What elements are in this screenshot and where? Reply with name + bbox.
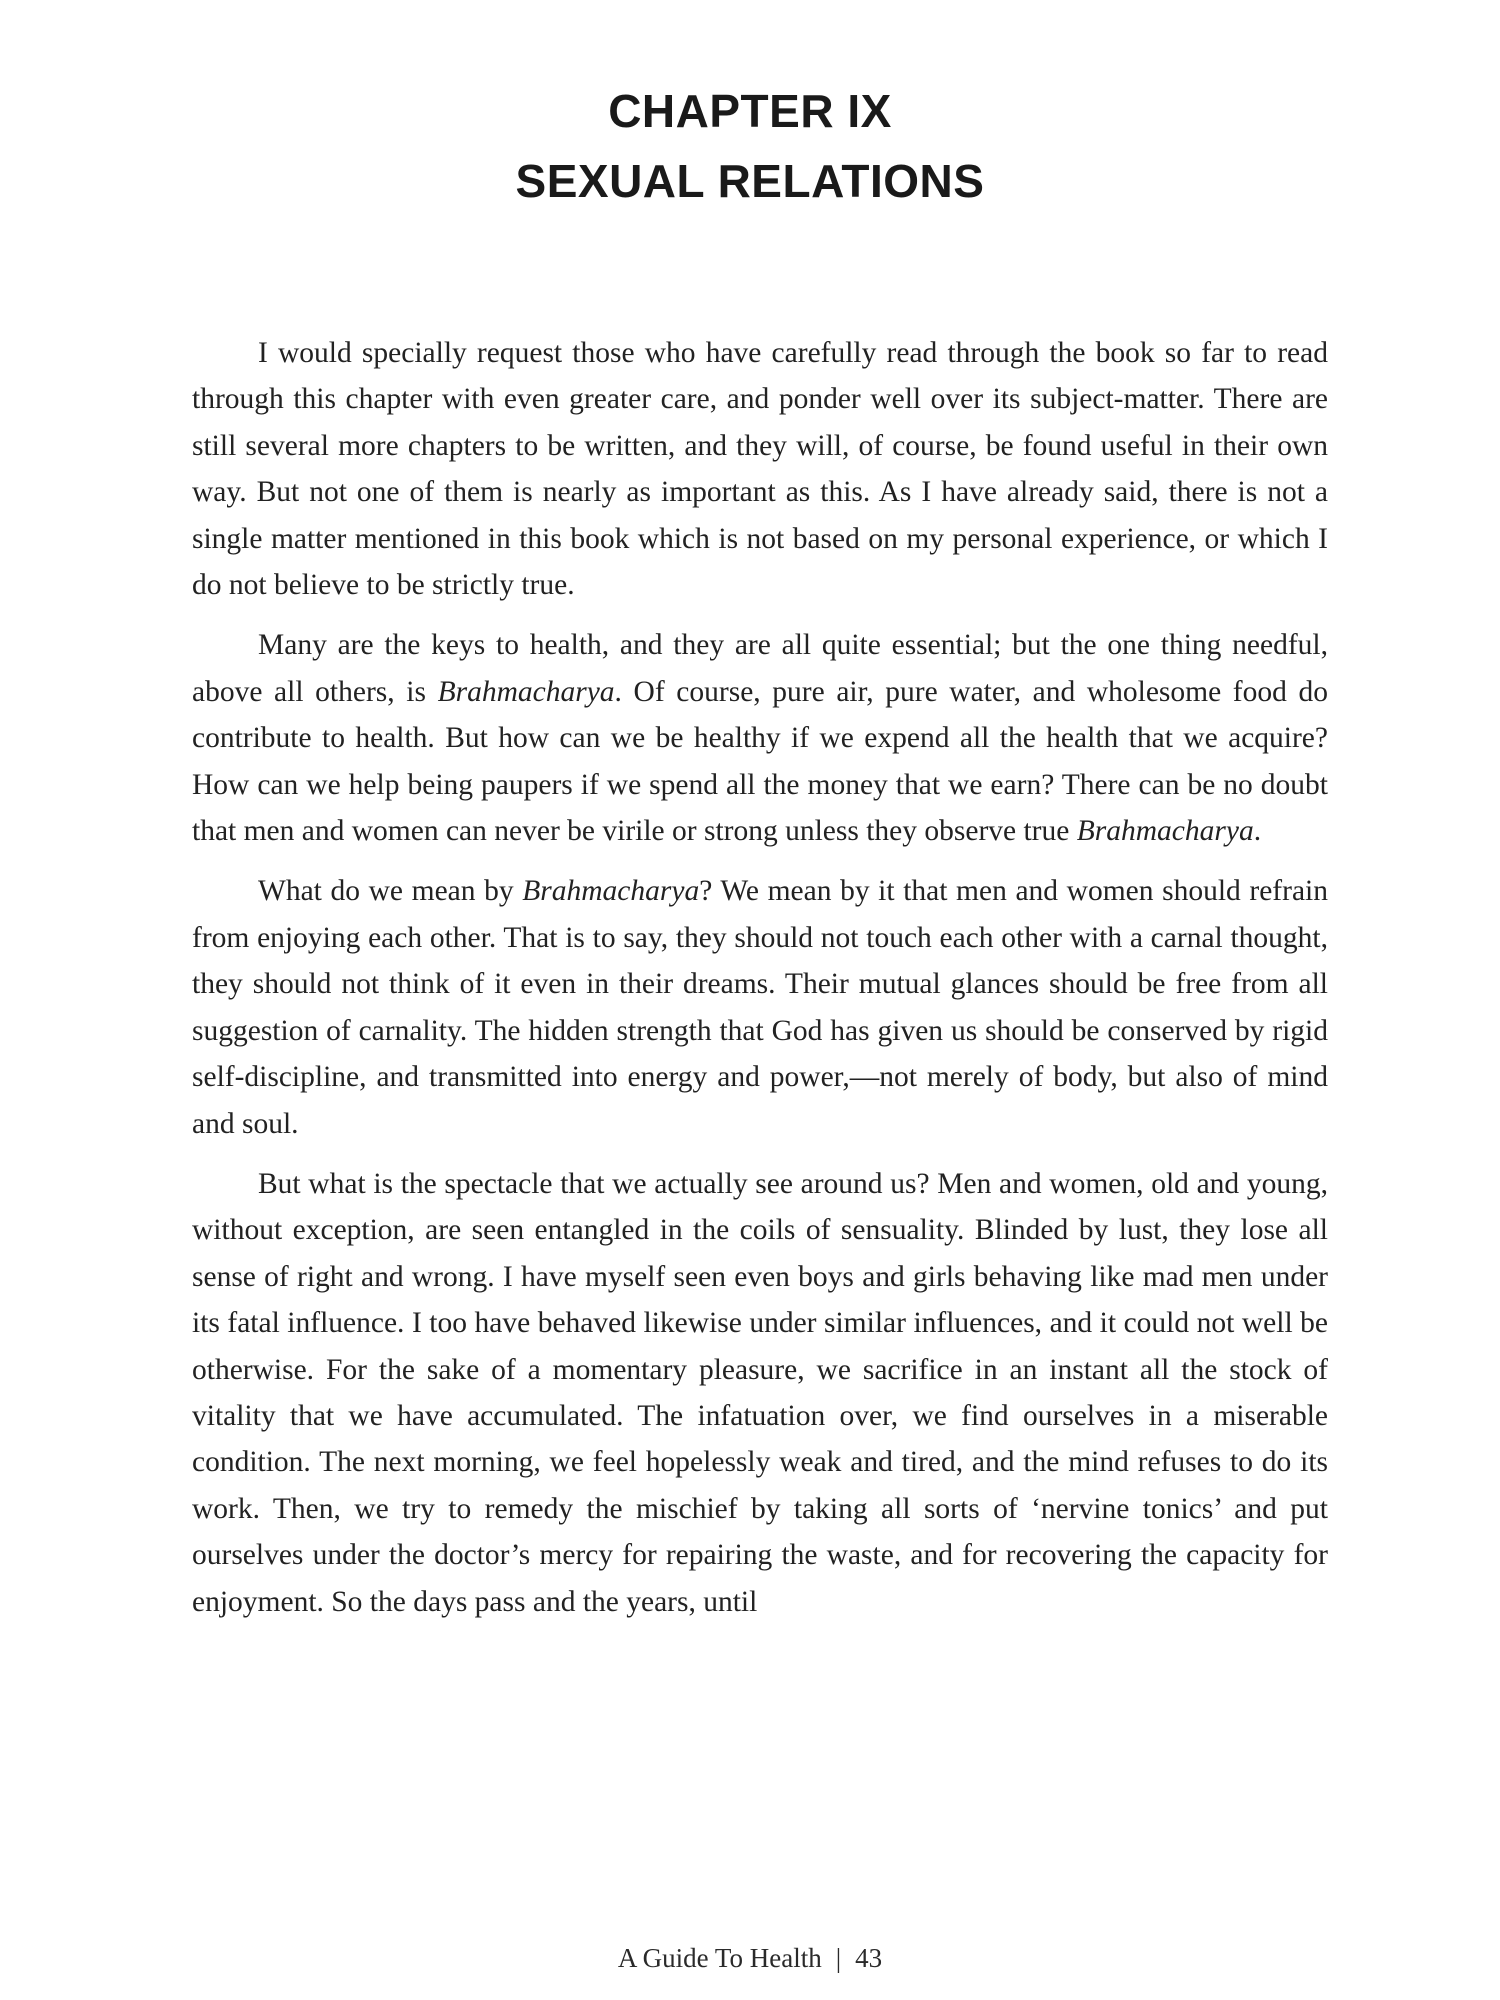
italic-term: Brahmacharya: [1076, 815, 1254, 848]
paragraph-text: .: [1253, 815, 1262, 848]
footer-separator: |: [835, 1943, 842, 1973]
paragraph-text: Many are the keys to health, and they are all quite essential; but the one thing needful, above all others, is: [192, 629, 1328, 708]
paragraph-text: ? We mean by it that men and women should refrain from enjoying each other. That is to say, they should not touch each other with a carnal thought, they should not think of it even in their dreams. Their mutual glances should be free from all suggestion of carnality. The hidden strength that God has given us should be conserved by rigid self-discipline, and transmitted into energy and power,—not merely of body, but also of mind and soul.: [192, 875, 1328, 1140]
paragraph-3: [192, 868, 1328, 1146]
footer-book-title: A Guide To Health: [617, 1943, 822, 1973]
paragraph-4: [192, 1161, 1328, 1625]
paragraph-text: I would specially request those who have carefully read through the book so far to read through this chapter with even greater care, and ponder well over its subject-matter. There are still several more chapters to be written, and they will, of course, be found useful in their own way. But not one of them is nearly as important as this. As I have already said, there is not a single matter mentioned in this book which is not based on my personal experience, or which I do not believe to be strictly true.: [192, 337, 1328, 602]
paragraph-text: But what is the spectacle that we actually see around us? Men and women, old and young, without exception, are seen entangled in the coils of sensuality. Blinded by lust, they lose all sense of right and wrong. I have myself seen even boys and girls behaving like mad men under its fatal influence. I too have behaved likewise under similar influences, and it could not well be otherwise. For the sake of a momentary pleasure, we sacrifice in an instant all the stock of vitality that we have accumulated. The infatuation over, we find ourselves in a miserable condition. The next morning, we feel hopelessly weak and tired, and the mind refuses to do its work. Then, we try to remedy the mischief by taking all sorts of ‘nervine tonics’ and put ourselves under the doctor’s mercy for repairing the waste, and for recovering the capacity for enjoyment. So the days pass and the years, until: [192, 1167, 1328, 1618]
italic-term: Brahmacharya: [522, 875, 700, 908]
italic-term: Brahmacharya: [437, 675, 615, 708]
chapter-body: [192, 330, 1328, 1639]
paragraph-text: . Of course, pure air, pure water, and wholesome food do contribute to health. But how can we be healthy if we expend all the health that we acquire? How can we help being paupers if we spend all the money that we earn? There can be no doubt that men and women can never be virile or strong unless they observe true: [192, 675, 1328, 848]
running-footer: [0, 1945, 1500, 1972]
chapter-number: CHAPTER IX: [608, 85, 892, 137]
paragraph-1: [192, 330, 1328, 608]
page-number: 43: [855, 1943, 883, 1973]
paragraph-2: [192, 622, 1328, 854]
paragraph-text: What do we mean by: [258, 875, 523, 908]
chapter-title: SEXUAL RELATIONS: [515, 155, 985, 207]
